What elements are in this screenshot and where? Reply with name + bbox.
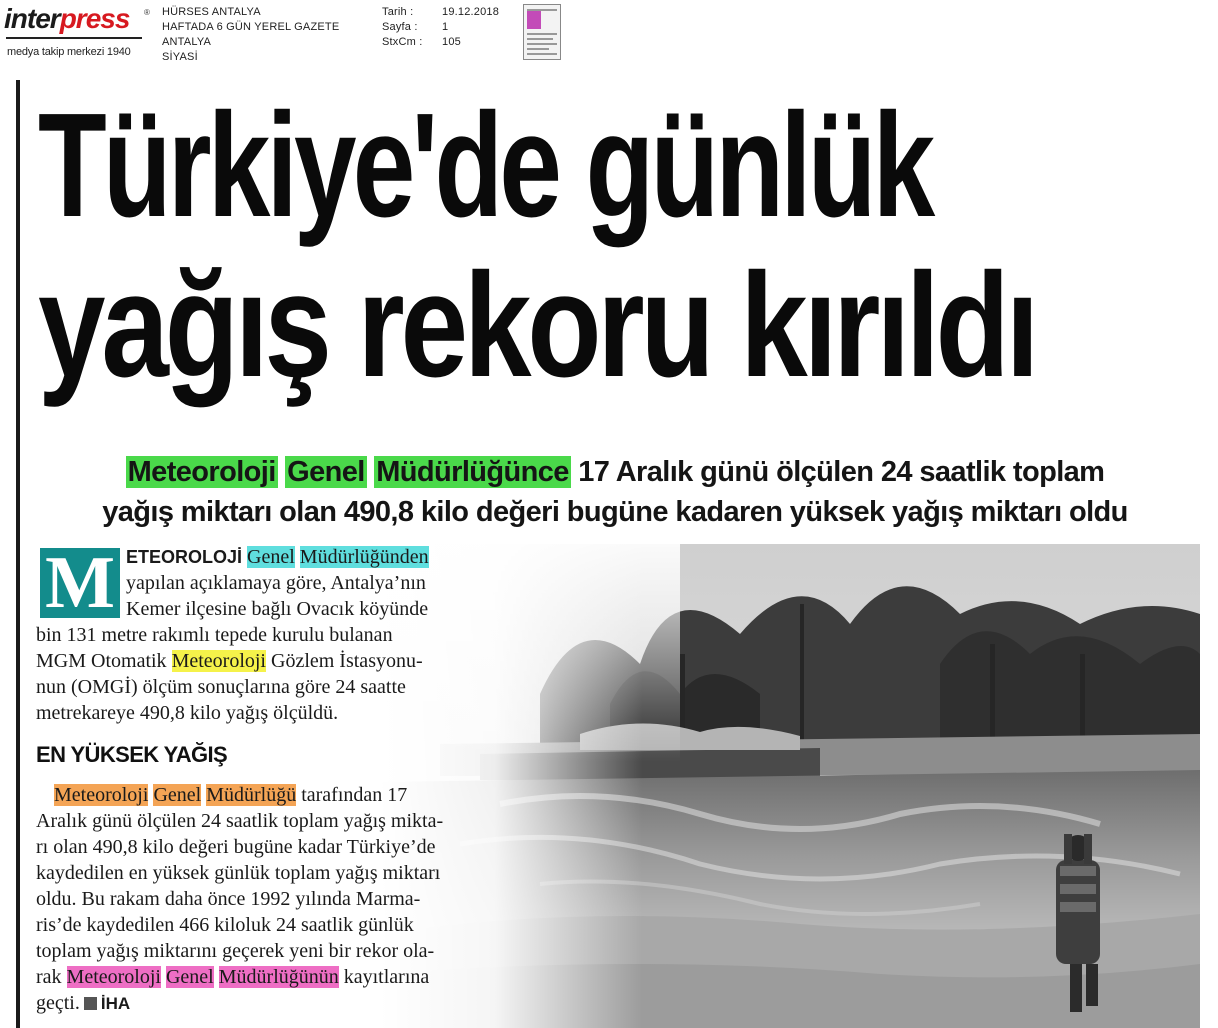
clipping-left-rule [16, 80, 20, 1028]
publication-frequency: HAFTADA 6 GÜN YEREL GAZETE [162, 21, 340, 33]
subheading: EN YÜKSEK YAĞIŞ [36, 742, 228, 767]
deck-highlight: Müdürlüğünce [376, 456, 569, 488]
clipping-header [0, 0, 1218, 66]
date-value: 19.12.2018 [442, 6, 500, 18]
publication-city: ANTALYA [162, 36, 212, 48]
logo-underline [6, 37, 142, 39]
thumbnail-highlight [527, 11, 541, 29]
field-labels [382, 5, 423, 50]
deck-highlight: Meteoroloji [127, 456, 276, 488]
highlight-yellow: Meteoroloji [171, 650, 266, 672]
highlight-orange: Müdürlüğü [206, 784, 297, 806]
deck-line-1: Meteoroloji Genel Müdürlüğünce 17 Aralık günü ölçülen 24 saatlik toplam [127, 456, 1105, 488]
highlight-cyan: Müdürlüğünden [299, 546, 429, 568]
deck [30, 452, 1200, 532]
publication-category: SİYASİ [162, 51, 198, 63]
publication-name: HÜRSES ANTALYA [162, 6, 261, 18]
logo-tagline: medya takip merkezi 1940 [7, 46, 131, 58]
stxcm-label: StxCm : [382, 36, 423, 48]
highlight-orange: Meteoroloji [54, 784, 149, 806]
publication-info [162, 5, 339, 65]
drop-cap: M [40, 548, 120, 618]
highlight-pink: Müdürlüğünün [218, 966, 339, 988]
interpress-logo [4, 4, 154, 60]
paragraph-2: Meteoroloji Genel Müdürlüğü tarafından 17 Aralık günü ölçülen 24 saatlik toplam yağış mikta- rı olan 490,8 kilo değeri bugüne kadar Türkiye’de kaydedilen en yüksek günlük toplam yağış miktarı oldu. Bu rakam daha önce 1992 yılında Marma- ris’de kaydedilen 466 kiloluk 24 saatlik günlük toplam yağış miktarını geçerek yeni bir rekor ola- rak Meteoroloji Genel Müdürlüğünün kayıtlarına geçti. İHA [36, 784, 444, 1014]
highlight-orange: Genel [153, 784, 202, 806]
signature-square-icon [84, 997, 97, 1010]
lead-word: ETEOROLOJİ [126, 547, 243, 567]
registered-mark: ® [144, 8, 150, 17]
page-label: Sayfa : [382, 21, 418, 33]
stxcm-value: 105 [442, 36, 461, 48]
flood-photo [380, 544, 1200, 1028]
highlight-pink: Meteoroloji [66, 966, 161, 988]
paragraph-1: ETEOROLOJİ Genel Müdürlüğünden yapılan açıklamaya göre, Antalya’nın Kemer ilçesine bağlı Ovacık köyünde bin 131 metre rakımlı tepede kurulu bulanan MGM Otomatik Meteoroloji Gözlem İstasyonu- nun (OMGİ) ölçüm sonuçlarına göre 24 saatte metrekareye 490,8 kilo yağış ölçüldü. [36, 546, 429, 724]
deck-line-2: yağış miktarı olan 490,8 kilo değeri bugüne kadaren yüksek yağış miktarı oldu [102, 496, 1128, 528]
field-values [442, 5, 499, 50]
page-value: 1 [442, 21, 449, 33]
highlight-pink: Genel [165, 966, 214, 988]
highlight-cyan: Genel [247, 546, 295, 568]
headline [38, 83, 1208, 408]
agency-signature: İHA [100, 994, 131, 1013]
page-thumbnail[interactable] [523, 4, 561, 60]
deck-highlight: Genel [287, 456, 365, 488]
date-label: Tarih : [382, 6, 414, 18]
headline-line-2: yağış rekoru kırıldı [38, 243, 1036, 408]
logo-wordmark: interpress [4, 3, 130, 34]
headline-line-1: Türkiye'de günlük [38, 83, 932, 248]
